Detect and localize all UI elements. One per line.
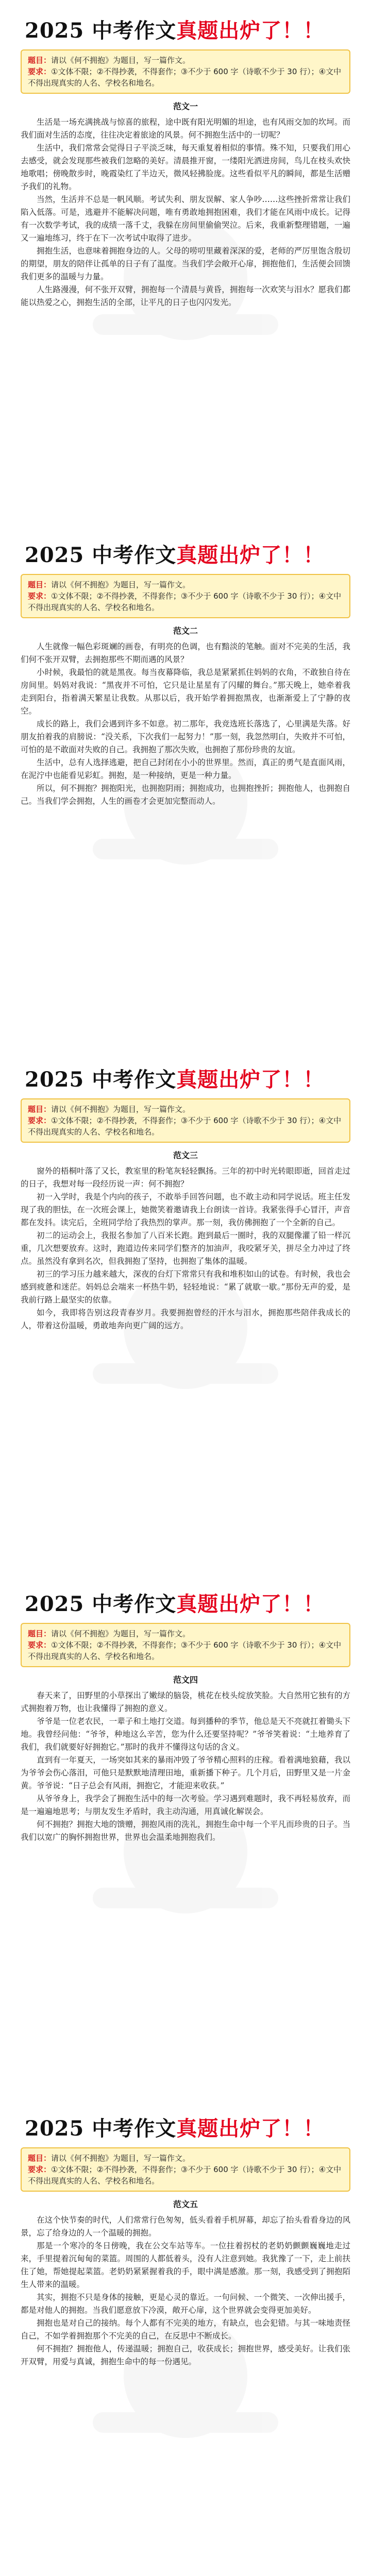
essay-section-5 [0,2098,371,2576]
paragraph: 春天来了，田野里的小草探出了嫩绿的脑袋，桃花在枝头绽放笑脸。大自然用它独有的方式拥抱着万物，也让我懂得了拥抱的意义。 [21,1691,350,1713]
paragraph: 其实，拥抱不只是身体的接触，更是心灵的靠近。一句问候、一个微笑、一次伸出援手，都是对他人的拥抱。当我们愿意放下冷漠，敞开心扉，这个世界就会变得更加美好。 [21,2293,350,2315]
headline [21,0,350,41]
requirement-line: 要求：①文体不限；②不得抄袭，不得套作；③不少于 600 字（诗歌不少于 30 行）；④文中不得出现真实的人名、学校名和地名。 [28,2165,342,2185]
essay-section-2 [0,524,371,1049]
paragraph: 初三的学习压力越来越大，深夜的台灯下常常只有我和堆积如山的试卷。有时候，我也会感到疲惫和迷茫。妈妈总会端来一杯热牛奶，轻轻地说：“累了就歇一歇。”那份无声的爱，是我前行路上最坚实的依靠。 [21,1269,350,1304]
essay-title: 范文二 [173,626,198,636]
paragraph: 何不拥抱？拥抱大地的馈赠，拥抱风雨的洗礼，拥抱生命中每一个平凡而珍贵的日子。当我们以宽广的胸怀拥抱世界，世界也会温柔地拥抱我们。 [21,1820,350,1842]
paragraph: 生活是一场充满挑战与惊喜的旅程，途中既有阳光明媚的坦途，也有风雨交加的坎坷。而我们面对生活的态度，往往决定着旅途的风景。何不拥抱生活中的一切呢？ [21,117,350,140]
paragraph: 直到有一年夏天，一场突如其来的暴雨冲毁了爷爷精心照料的庄稼。看着满地狼藉，我以为爷爷会伤心落泪，可他只是默默地清理田地，重新播下种子。几个月后，田野里又是一片金黄。爷爷说：“日子总会有风雨，拥抱它，才能迎来收获。” [21,1755,350,1790]
paragraph: 窗外的梧桐叶落了又长，教室里的粉笔灰轻轻飘扬。三年的初中时光转眼即逝，回首走过的日子，我想对每一段经历说一声：何不拥抱？ [21,1166,350,1189]
paragraph: 生活中，总有人选择逃避，把自己封闭在小小的世界里。然而，真正的勇气是直面风雨，在泥泞中也能看见彩虹。拥抱，是一种接纳，更是一种力量。 [21,758,350,780]
requirement-line: 要求：①文体不限；②不得抄袭，不得套作；③不少于 600 字（诗歌不少于 30 行）；④文中不得出现真实的人名、学校名和地名。 [28,1116,342,1137]
paragraph: 拥抱也是对自己的接纳。每个人都有不完美的地方，有缺点，也会犯错。与其一味地责怪自己，不如学着拥抱那个不完美的自己，在反思中不断成长。 [21,2318,350,2341]
essay-section-1 [0,0,371,524]
topic-line: 题目：请以《何不拥抱》为题目，写一篇作文。 [28,2154,191,2163]
topic-line: 题目：请以《何不拥抱》为题目，写一篇作文。 [28,56,191,65]
requirements-box [21,1623,350,1667]
paragraph: 人生路漫漫，何不张开双臂，拥抱每一个清晨与黄昏，拥抱每一次欢笑与泪水？愿我们都能以热爱之心，拥抱生活的全部，让平凡的日子也闪闪发光。 [21,285,350,307]
paragraph: 在这个快节奏的时代，人们常常行色匆匆，低头看着手机屏幕，却忘了抬头看看身边的风景，忘了给身边的人一个温暖的拥抱。 [21,2215,350,2238]
paragraph: 从爷爷身上，我学会了拥抱生活中的每一次考验。学习遇到难题时，我不再轻易放弃，而是一遍遍地思考；与朋友发生矛盾时，我主动沟通，用真诚化解误会。 [21,1794,350,1816]
topic-line: 题目：请以《何不拥抱》为题目，写一篇作文。 [28,1629,191,1638]
paragraph: 那是一个寒冷的冬日傍晚，我在公交车站等车。一位拄着拐杖的老奶奶颤颤巍巍地走过来，手里提着沉甸甸的菜篮。周围的人都低着头，没有人注意到她。我犹豫了一下，走上前扶住了她，帮她提起菜篮。老奶奶紧紧握着我的手，眼中满是感激。那一刻，我感受到了拥抱陌生人带来的温暖。 [21,2241,350,2289]
essay-title: 范文一 [173,101,198,111]
headline-text: 2025 中考作文真题出炉了！！ [25,1067,325,1092]
paragraph: 成长的路上，我们会遇到许多不如意。初二那年，我竞选班长落选了，心里满是失落。好朋友拍着我的肩膀说：“没关系，下次我们一起努力！”那一刻，我忽然明白，失败并不可怕，可怕的是不敢面对失败的自己。我拥抱了那次失败，也拥抱了那份珍贵的友谊。 [21,719,350,754]
headline-text: 2025 中考作文真题出炉了！！ [25,1592,325,1616]
headline-text: 2025 中考作文真题出炉了！！ [25,19,325,43]
paragraph: 拥抱生活，也意味着拥抱身边的人。父母的唠叨里藏着深深的爱，老师的严厉里饱含殷切的期望，朋友的陪伴让孤单的日子有了温度。当我们学会敞开心扉，拥抱他们，生活便会回馈我们更多的温暖与力量。 [21,246,350,281]
requirements-box [21,49,350,94]
headline [21,524,350,566]
essay-section-3 [0,1049,371,1573]
requirement-line: 要求：①文体不限；②不得抄袭，不得套作；③不少于 600 字（诗歌不少于 30 行）；④文中不得出现真实的人名、学校名和地名。 [28,67,342,88]
topic-line: 题目：请以《何不拥抱》为题目，写一篇作文。 [28,1105,191,1114]
requirement-line: 要求：①文体不限；②不得抄袭，不得套作；③不少于 600 字（诗歌不少于 30 行）；④文中不得出现真实的人名、学校名和地名。 [28,591,342,612]
requirements-box [21,2147,350,2192]
paragraph: 小时候，我最怕的就是黑夜。每当夜幕降临，我总是紧紧抓住妈妈的衣角，不敢独自待在房间里。妈妈对我说：“黑夜并不可怕，它只是让星星有了闪耀的舞台。”那天晚上，她牵着我走到阳台，指着满天繁星让我数。从那以后，我开始学着拥抱黑夜，也渐渐爱上了宁静的夜空。 [21,668,350,716]
paragraph: 生活中，我们常常会觉得日子平淡乏味，每天重复着相似的事情。殊不知，只要我们用心去感受，就会发现那些被我们忽略的美好。清晨推开窗，一缕阳光洒进房间，鸟儿在枝头欢快地歌唱；傍晚散步时，晚霞染红了半边天，微风轻拂脸庞。这些看似平凡的瞬间，都是生活赠予我们的礼物。 [21,143,350,191]
paragraph: 何不拥抱？拥抱他人，传递温暖；拥抱自己，收获成长；拥抱世界，感受美好。让我们张开双臂，用爱与真诚，拥抱生命中的每一份遇见。 [21,2344,350,2366]
requirements-box [21,574,350,618]
paragraph: 初二的运动会上，我报名参加了八百米长跑。跑到最后一圈时，我的双腿像灌了铅一样沉重，几次想要放弃。这时，跑道边传来同学们整齐的加油声，我咬紧牙关，拼尽全力冲过了终点。虽然没有拿到名次，但我拥抱了坚持，也拥抱了集体的温暖。 [21,1231,350,1266]
essay-title: 范文四 [173,1675,198,1685]
headline [21,1049,350,1090]
requirement-line: 要求：①文体不限；②不得抄袭，不得套作；③不少于 600 字（诗歌不少于 30 行）；④文中不得出现真实的人名、学校名和地名。 [28,1640,342,1661]
headline [21,1573,350,1615]
paragraph: 如今，我即将告别这段青春岁月。我要拥抱曾经的汗水与泪水，拥抱那些陪伴我成长的人，带着这份温暖，勇敢地奔向更广阔的远方。 [21,1308,350,1330]
headline-text: 2025 中考作文真题出炉了！！ [25,2116,325,2141]
paragraph: 当然，生活并不总是一帆风顺。考试失利、朋友误解、家人争吵……这些挫折常常让我们陷入低落。可是，逃避并不能解决问题，唯有勇敢地拥抱困难，我们才能在风雨中成长。记得有一次数学考试，我的成绩一落千丈，我躲在房间里偷偷哭泣。后来，我重新整理错题，一遍又一遍地练习，终于在下一次考试中取得了进步。 [21,195,350,243]
essay-section-4 [0,1573,371,2098]
paragraph: 爷爷是一位老农民，一辈子和土地打交道。每到播种的季节，他总是天不亮就扛着锄头下地。我曾经问他：“爷爷，种地这么辛苦，您为什么还要坚持呢？”爷爷笑着说：“土地养育了我们，我们就要好好拥抱它。”那时的我并不懂得这句话的含义。 [21,1717,350,1752]
topic-line: 题目：请以《何不拥抱》为题目，写一篇作文。 [28,580,191,589]
headline [21,2098,350,2139]
essay-title: 范文三 [173,1150,198,1160]
paragraph: 初一入学时，我是个内向的孩子，不敢举手回答问题，也不敢主动和同学说话。班主任发现了我的胆怯，在一次班会课上，她微笑着邀请我上台朗读一首诗。我紧张得手心冒汗，声音都在发抖。读完后，全班同学给了我热烈的掌声。那一刻，我仿佛拥抱了一个全新的自己。 [21,1192,350,1227]
paragraph: 所以，何不拥抱？拥抱阳光，也拥抱阴雨；拥抱成功，也拥抱挫折；拥抱他人，也拥抱自己。当我们学会拥抱，人生的画卷才会更加完整而动人。 [21,784,350,806]
paragraph: 人生就像一幅色彩斑斓的画卷，有明亮的色调，也有黯淡的笔触。面对不完美的生活，我们何不张开双臂，去拥抱那些不期而遇的风景？ [21,642,350,664]
essay-title: 范文五 [173,2199,198,2209]
headline-text: 2025 中考作文真题出炉了！！ [25,543,325,567]
requirements-box [21,1098,350,1143]
